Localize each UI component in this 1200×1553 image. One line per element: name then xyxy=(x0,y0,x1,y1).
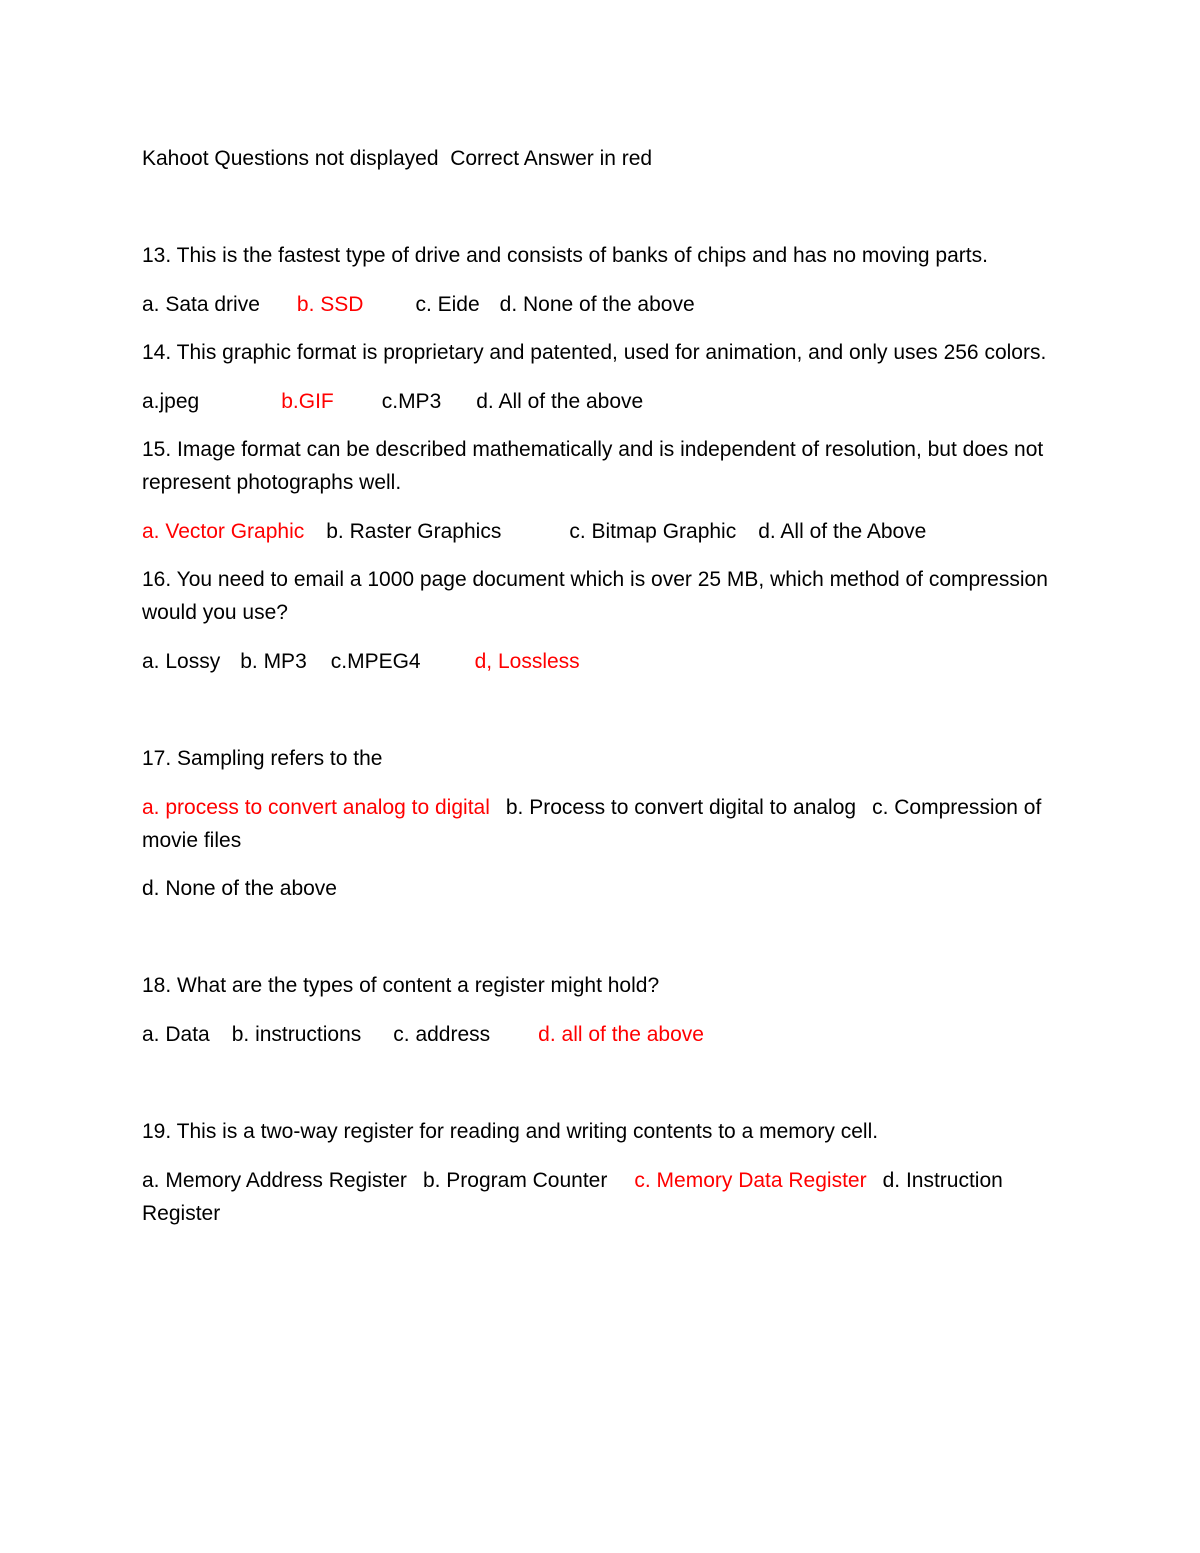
answers-15 xyxy=(142,515,1082,548)
answer-14-b-correct: b.GIF xyxy=(281,390,334,413)
document-content xyxy=(142,142,1082,1230)
question-14: 14. This graphic format is proprietary and patented, used for animation, and only uses 256 colors. xyxy=(142,341,1047,364)
answer-13-c: c. Eide xyxy=(415,293,480,316)
answers-17 xyxy=(142,791,1082,857)
answers-14 xyxy=(142,385,1082,418)
answer-17-b: b. Process to convert digital to analog xyxy=(505,796,857,819)
answer-16-b: b. MP3 xyxy=(240,650,307,673)
answer-16-a: a. Lossy xyxy=(142,650,221,673)
answer-14-d: d. All of the above xyxy=(476,390,644,413)
answer-16-d-correct: d, Lossless xyxy=(474,650,580,673)
answer-15-a-correct: a. Vector Graphic xyxy=(142,520,305,543)
answer-17-d: d. None of the above xyxy=(142,877,337,900)
answer-15-d: d. All of the Above xyxy=(758,520,927,543)
answers-18 xyxy=(142,1018,1082,1051)
answer-14-c: c.MP3 xyxy=(381,390,442,413)
answer-18-c: c. address xyxy=(393,1023,491,1046)
answers-19 xyxy=(142,1164,1082,1230)
answers-13 xyxy=(142,288,1082,321)
question-16: 16. You need to email a 1000 page document which is over 25 MB, which method of compression would you use? xyxy=(142,568,1054,624)
question-18: 18. What are the types of content a register might hold? xyxy=(142,974,660,997)
answer-19-d: d. Instruction Register xyxy=(142,1169,1009,1225)
answer-13-d: d. None of the above xyxy=(499,293,695,316)
answer-17-c: c. Compression of movie files xyxy=(142,796,1048,852)
answer-18-a: a. Data xyxy=(142,1023,210,1046)
question-13: 13. This is the fastest type of drive and consists of banks of chips and has no moving parts. xyxy=(142,244,988,267)
question-19: 19. This is a two-way register for reading and writing contents to a memory cell. xyxy=(142,1120,879,1143)
answer-16-c: c.MPEG4 xyxy=(330,650,421,673)
answer-19-b: b. Program Counter xyxy=(422,1169,608,1192)
answer-18-b: b. instructions xyxy=(231,1023,362,1046)
document-header: Kahoot Questions not displayed Correct Answer in red xyxy=(142,147,653,170)
answer-13-a: a. Sata drive xyxy=(142,293,260,316)
answer-19-c-correct: c. Memory Data Register xyxy=(634,1169,867,1192)
answer-15-b: b. Raster Graphics xyxy=(326,520,502,543)
answer-13-b-correct: b. SSD xyxy=(296,293,364,316)
question-17: 17. Sampling refers to the xyxy=(142,747,383,770)
answer-19-a: a. Memory Address Register xyxy=(142,1169,407,1192)
answer-18-d-correct: d. all of the above xyxy=(538,1023,704,1046)
answer-15-c: c. Bitmap Graphic xyxy=(569,520,737,543)
answer-17-a-correct: a. process to convert analog to digital xyxy=(142,796,490,819)
answers-16 xyxy=(142,645,1082,678)
answer-14-a: a.jpeg xyxy=(142,390,200,413)
question-15: 15. Image format can be described mathematically and is independent of resolution, but does not represent photographs well. xyxy=(142,438,1050,494)
